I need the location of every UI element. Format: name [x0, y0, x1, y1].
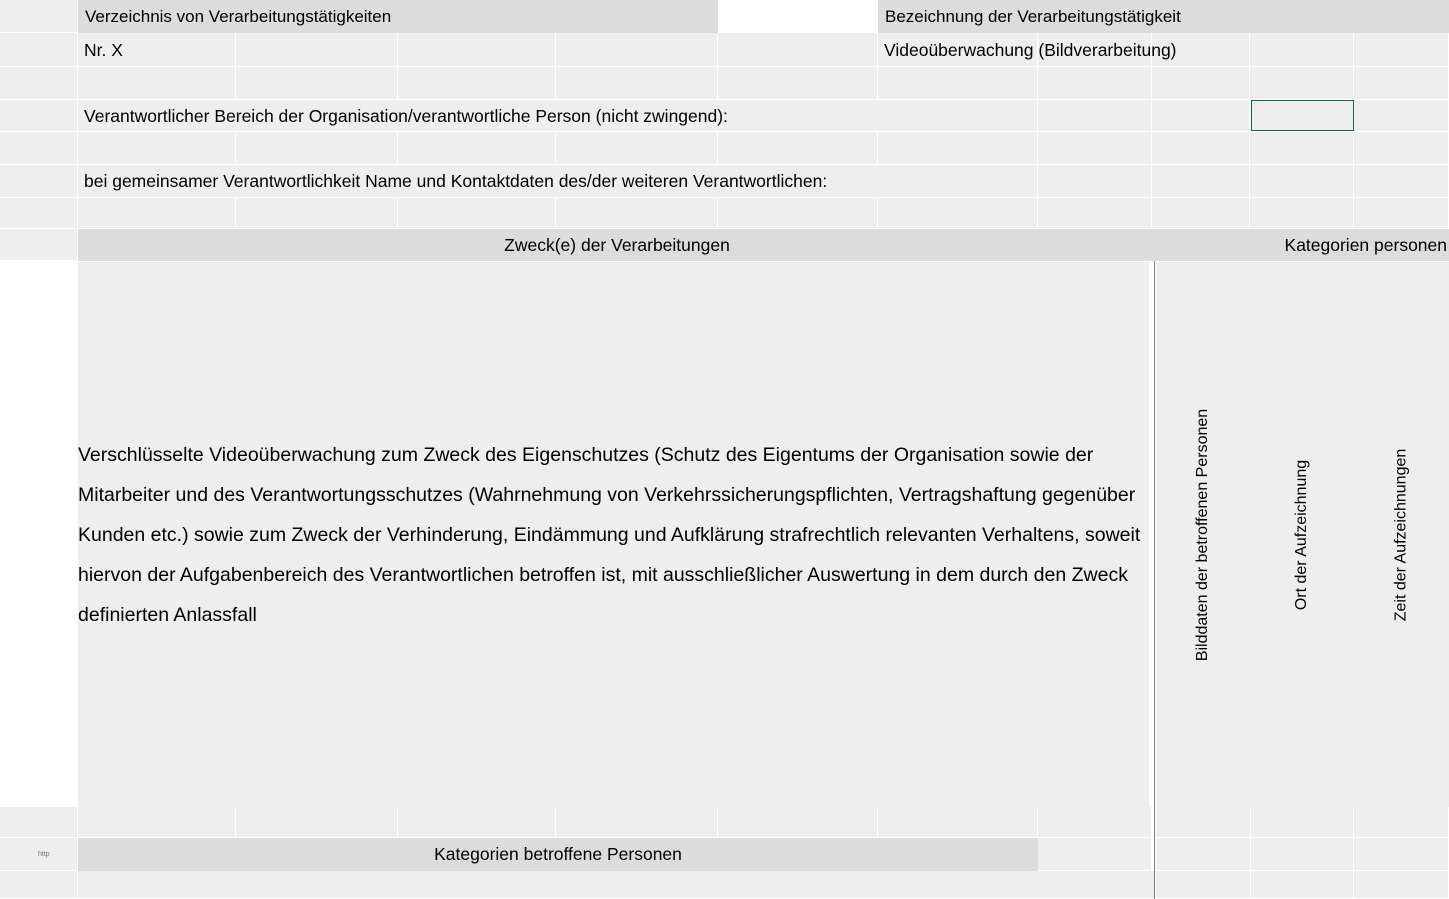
grid-cell	[1152, 67, 1250, 100]
vertical-header-zeit-text: Zeit der Aufzeichnungen	[1392, 448, 1410, 621]
grid-cell	[0, 807, 78, 838]
vertical-header-ort	[1251, 262, 1354, 807]
grid-cell	[398, 807, 556, 838]
vertical-header-ort-text: Ort der Aufzeichnung	[1293, 459, 1311, 610]
joint-controller-label	[78, 165, 1028, 198]
grid-cell-corner	[0, 838, 78, 871]
grid-cell	[878, 67, 1038, 100]
grid-cell	[1152, 132, 1250, 165]
responsible-area-label	[78, 100, 1028, 132]
selected-cell[interactable]	[1251, 100, 1354, 131]
grid-cell	[878, 132, 1038, 165]
grid-cell	[398, 132, 556, 165]
grid-cell	[78, 132, 236, 165]
grid-cell	[0, 67, 78, 100]
register-title: Verzeichnis von Verarbeitungstätigkeiten	[85, 6, 392, 26]
grid-cell	[1250, 165, 1354, 198]
grid-cell	[556, 67, 718, 100]
grid-cell	[1250, 198, 1354, 229]
grid-cell	[0, 198, 78, 229]
grid-cell	[718, 33, 878, 67]
column-divider	[1154, 261, 1155, 899]
grid-cell	[1152, 100, 1250, 132]
affected-persons-section-header	[78, 838, 1038, 871]
grid-cell	[0, 33, 78, 67]
purpose-section-header	[78, 229, 1156, 261]
categories-header-text: Kategorien personen	[1284, 234, 1447, 255]
grid-cell	[1354, 807, 1449, 838]
purpose-text: Verschlüsselte Videoüberwachung zum Zweck des Eigenschutzes (Schutz des Eigentums der Organisation sowie der Mitarbeiter und des Verantwortungsschutzes (Wahrnehmung von Verkehrssicherungspflichten, Vertragshaftung gegenüber Kunden etc.) sowie zum Zweck der Verhinderung, Eindämmung und Aufklärung strafrechtlich relevanten Verhaltens, soweit hiervon der Aufgabenbereich des Verantwortlichen betroffen ist, mit ausschließlicher Auswertung in dem durch den Zweck definierten Anlassfall	[78, 443, 1141, 626]
grid-cell	[0, 100, 78, 132]
grid-cell	[236, 198, 398, 229]
responsible-area-label-text: Verantwortlicher Bereich der Organisation/verantwortliche Person (nicht zwingend):	[84, 105, 728, 126]
grid-cell	[0, 165, 78, 198]
grid-cell	[236, 807, 398, 838]
grid-cell	[78, 198, 236, 229]
grid-cell	[1354, 871, 1449, 899]
grid-cell	[1038, 198, 1152, 229]
grid-cell	[556, 33, 718, 67]
joint-controller-label-text: bei gemeinsamer Verantwortlichkeit Name und Kontaktdaten des/der weiteren Verantwortlichen:	[84, 171, 828, 191]
activity-header-bar	[878, 0, 1449, 33]
grid-cell	[718, 132, 878, 165]
grid-cell	[1354, 100, 1449, 132]
activity-header-label: Bezeichnung der Verarbeitungstätigkeit	[885, 6, 1181, 26]
vertical-header-bilddaten	[1156, 262, 1251, 807]
grid-cell	[1156, 871, 1251, 899]
grid-cell	[1152, 165, 1250, 198]
grid-cell	[398, 67, 556, 100]
grid-cell	[1354, 33, 1449, 67]
grid-cell	[78, 67, 236, 100]
grid-cell	[878, 198, 1038, 229]
grid-cell	[1251, 807, 1354, 838]
purpose-text-cell[interactable]	[78, 262, 1156, 807]
grid-cell	[718, 198, 878, 229]
grid-cell	[1156, 838, 1251, 871]
grid-cell	[0, 871, 78, 899]
grid-cell	[0, 229, 78, 261]
grid-cell	[1251, 838, 1354, 871]
grid-cell	[1038, 165, 1152, 198]
vertical-header-zeit	[1354, 262, 1449, 807]
grid-cell	[718, 0, 878, 33]
grid-cell	[236, 132, 398, 165]
grid-cell	[1156, 807, 1251, 838]
activity-name-cell[interactable]	[878, 33, 1348, 67]
grid-cell	[1038, 67, 1152, 100]
grid-cell	[1250, 67, 1354, 100]
activity-name-text: Videoüberwachung (Bildverarbeitung)	[884, 39, 1177, 60]
grid-cell	[236, 67, 398, 100]
register-title-bar	[78, 0, 718, 33]
grid-cell	[1354, 165, 1449, 198]
grid-cell	[1251, 871, 1354, 899]
grid-cell	[1354, 67, 1449, 100]
corner-tiny-label: http	[38, 851, 50, 858]
grid-cell	[556, 132, 718, 165]
vertical-header-bilddaten-text: Bilddaten der betroffenen Personen	[1194, 408, 1212, 661]
grid-cell	[1038, 838, 1152, 871]
grid-cell	[718, 67, 878, 100]
grid-cell	[1250, 132, 1354, 165]
number-label	[78, 33, 378, 67]
grid-cell	[1038, 132, 1152, 165]
grid-cell	[398, 198, 556, 229]
grid-cell	[78, 807, 236, 838]
number-label-text: Nr. X	[84, 39, 123, 60]
affected-persons-header-text: Kategorien betroffene Personen	[434, 844, 682, 864]
grid-cell	[0, 132, 78, 165]
grid-cell	[398, 33, 556, 67]
grid-cell	[1038, 100, 1152, 132]
grid-cell	[556, 198, 718, 229]
grid-cell	[0, 0, 78, 33]
categories-section-header	[1156, 229, 1449, 261]
grid-cell	[1038, 807, 1152, 838]
grid-cell	[1354, 198, 1449, 229]
grid-cell	[78, 871, 1156, 899]
grid-cell	[556, 807, 718, 838]
grid-cell	[878, 807, 1038, 838]
grid-cell	[1354, 132, 1449, 165]
purpose-header-text: Zweck(e) der Verarbeitungen	[504, 234, 730, 255]
grid-cell	[1152, 198, 1250, 229]
grid-cell	[1354, 838, 1449, 871]
grid-cell	[718, 807, 878, 838]
